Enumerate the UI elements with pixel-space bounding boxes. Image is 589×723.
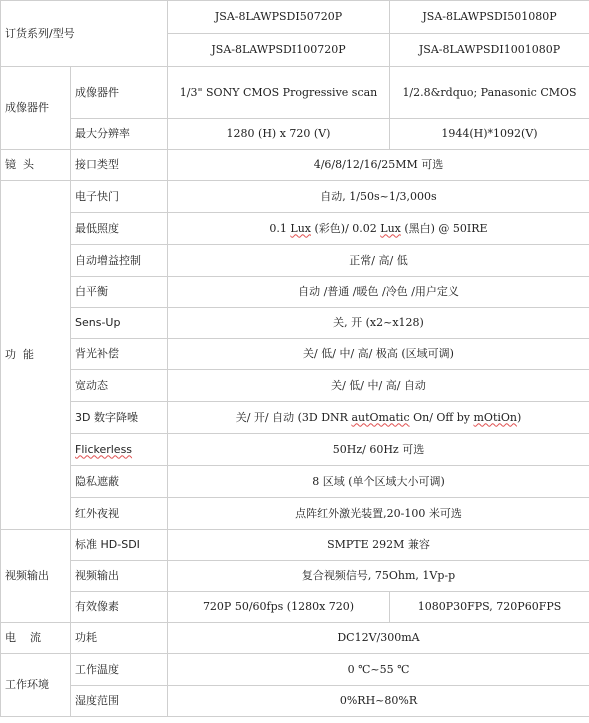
param-value: 0 ℃~55 ℃	[168, 654, 589, 686]
param-value: 关/ 低/ 中/ 高/ 自动	[168, 370, 589, 402]
model-name: JSA-8LAWPSDI100720P	[168, 34, 390, 67]
param-label: 红外夜视	[71, 498, 168, 530]
param-value: 50Hz/ 60Hz 可选	[168, 434, 589, 466]
param-label: 成像器件	[71, 67, 168, 119]
resolution-720: 1280 (H) x 720 (V)	[168, 119, 390, 150]
param-label: 隐私遮蔽	[71, 466, 168, 498]
group-video: 视频输出	[1, 530, 71, 623]
param-label-text: Flickerless	[75, 442, 133, 456]
group-power: 电 流	[1, 623, 71, 654]
model-series-label: 订货系列/型号	[1, 1, 168, 67]
spec-row	[1, 277, 589, 308]
value-word: autOmatic	[351, 410, 410, 424]
value-part: (黑白) @ 50IRE	[400, 221, 488, 235]
spec-row	[1, 530, 589, 561]
value-word: Lux	[290, 221, 311, 235]
spec-row	[1, 339, 589, 370]
spec-row	[1, 181, 589, 213]
param-value: 自动 /普通 /暖色 /冷色 /用户定义	[168, 277, 589, 308]
param-label: 自动增益控制	[71, 245, 168, 277]
param-value: 8 区域 (单个区域大小可调)	[168, 466, 589, 498]
spec-row	[1, 119, 589, 150]
param-label: 最大分辨率	[71, 119, 168, 150]
value-part: On/ Off by	[409, 410, 474, 424]
value-part: 关/ 开/ 自动 (3D DNR	[235, 410, 352, 424]
param-label: 工作温度	[71, 654, 168, 686]
param-value: 4/6/8/12/16/25MM 可选	[168, 150, 589, 181]
spec-row	[1, 213, 589, 245]
value-part: (彩色)/ 0.02	[310, 221, 381, 235]
spec-row	[1, 654, 589, 686]
spec-row	[1, 150, 589, 181]
spec-row	[1, 434, 589, 466]
param-value	[168, 213, 589, 245]
spec-row	[1, 308, 589, 339]
value-part: 0.1	[269, 221, 291, 235]
param-value: 正常/ 高/ 低	[168, 245, 589, 277]
param-label: 视频输出	[71, 561, 168, 592]
param-label	[71, 434, 168, 466]
spec-row	[1, 466, 589, 498]
model-name: JSA-8LAWPSDI501080P	[390, 1, 589, 34]
param-label: 湿度范围	[71, 686, 168, 717]
spec-row	[1, 592, 589, 623]
resolution-1080: 1944(H)*1092(V)	[390, 119, 589, 150]
param-label: 背光补偿	[71, 339, 168, 370]
param-label: 接口类型	[71, 150, 168, 181]
pixels-1080: 1080P30FPS, 720P60FPS	[390, 592, 589, 623]
group-environment: 工作环境	[1, 654, 71, 717]
param-value: 点阵红外激光装置,20-100 米可选	[168, 498, 589, 530]
param-label: 功耗	[71, 623, 168, 654]
spec-row	[1, 402, 589, 434]
param-value: 复合视频信号, 75Ohm, 1Vp-p	[168, 561, 589, 592]
value-word: Lux	[380, 221, 401, 235]
param-label: Sens-Up	[71, 308, 168, 339]
param-value: 自动, 1/50s~1/3,000s	[168, 181, 589, 213]
pixels-720: 720P 50/60fps (1280x 720)	[168, 592, 390, 623]
param-label: 3D 数字降噪	[71, 402, 168, 434]
param-value: 关, 开 (x2~x128)	[168, 308, 589, 339]
param-label: 标准 HD-SDI	[71, 530, 168, 561]
spec-row	[1, 623, 589, 654]
param-label: 有效像素	[71, 592, 168, 623]
value-word: mOtiOn	[473, 410, 517, 424]
spec-row	[1, 370, 589, 402]
spec-row	[1, 686, 589, 717]
param-value: SMPTE 292M 兼容	[168, 530, 589, 561]
header-row	[1, 1, 589, 34]
param-value: DC12V/300mA	[168, 623, 589, 654]
group-imaging: 成像器件	[1, 67, 71, 150]
group-function: 功 能	[1, 181, 71, 530]
spec-row	[1, 561, 589, 592]
param-value: 0%RH~80%R	[168, 686, 589, 717]
value-part: )	[517, 410, 522, 424]
param-label: 白平衡	[71, 277, 168, 308]
spec-row	[1, 245, 589, 277]
sensor-720: 1/3" SONY CMOS Progressive scan	[168, 67, 390, 119]
sensor-1080: 1/2.8&rdquo; Panasonic CMOS	[390, 67, 589, 119]
param-label: 最低照度	[71, 213, 168, 245]
param-label: 宽动态	[71, 370, 168, 402]
model-name: JSA-8LAWPSDI1001080P	[390, 34, 589, 67]
model-name: JSA-8LAWPSDI50720P	[168, 1, 390, 34]
group-lens: 镜 头	[1, 150, 71, 181]
param-value	[168, 402, 589, 434]
param-value: 关/ 低/ 中/ 高/ 极高 (区域可调)	[168, 339, 589, 370]
spec-row	[1, 67, 589, 119]
spec-row	[1, 498, 589, 530]
param-label: 电子快门	[71, 181, 168, 213]
